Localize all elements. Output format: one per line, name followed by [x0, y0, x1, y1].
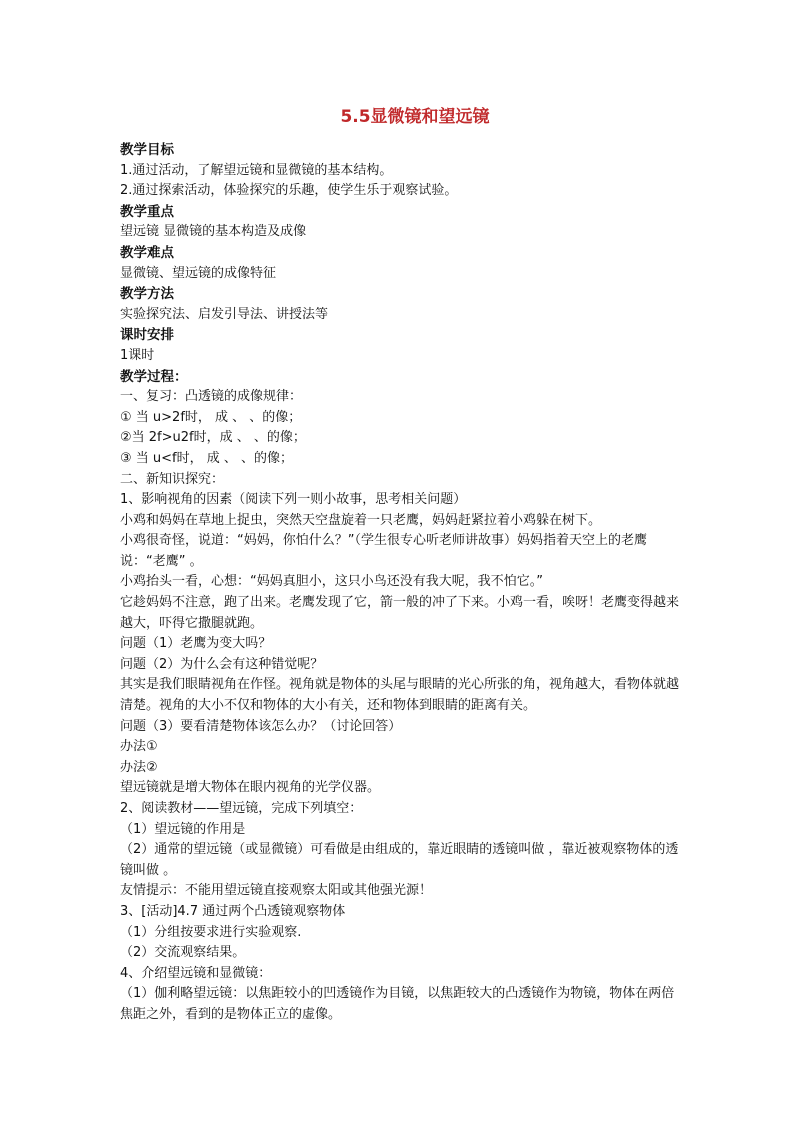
document-body — [120, 140, 680, 1026]
text-line: 小鸡抬头一看，心想：“妈妈真胆小，这只小鸟还没有我大呢，我不怕它。” — [120, 574, 543, 590]
text-line: （1）望远镜的作用是 — [120, 821, 246, 837]
section-heading: 教学方法 — [120, 286, 174, 303]
text-line: 1课时 — [120, 347, 155, 363]
text-line: 实验探究法、启发引导法、讲授法等 — [120, 306, 329, 322]
text-line: 2、阅读教材——望远镜，完成下列填空： — [120, 801, 363, 816]
text-line: 小鸡和妈妈在草地上捉虫，突然天空盘旋着一只老鹰，妈妈赶紧拉着小鸡躲在树下。 — [120, 512, 602, 528]
text-line: ① 当 u>2f时， 成 、 、的像； — [120, 409, 302, 425]
text-line: 问题（3）要看清楚物体该怎么办？（讨论回答） — [120, 718, 402, 734]
text-line: （1）伽利略望远镜：以焦距较小的凹透镜作为目镜，以焦距较大的凸透镜作为物镜，物体在两倍焦距之外，看到的是物体正立的虚像。 — [120, 986, 675, 1022]
section-heading: 教学目标 — [120, 142, 174, 158]
text-line: 1.通过活动，了解望远镜和显微镜的基本结构。 — [120, 162, 393, 178]
text-line: 小鸡很奇怪，说道：“妈妈，你怕什么？”（学生很专心听老师讲故事）妈妈指着天空上的老鹰说：“老鹰” 。 — [120, 533, 647, 569]
text-line: （1）分组按要求进行实验观察. — [120, 924, 302, 940]
text-line: 办法② — [120, 759, 158, 775]
text-line: 显微镜、望远镜的成像特征 — [120, 265, 277, 281]
text-line: 办法① — [120, 739, 158, 755]
text-line: 友情提示：不能用望远镜直接观察太阳或其他强光源！ — [120, 883, 433, 899]
text-line: ②当 2f>u2f时，成 、 、的像； — [120, 430, 306, 446]
section-heading: 教学重点 — [120, 203, 174, 220]
section-heading: 教学难点 — [120, 244, 174, 261]
text-line: 一、复习：凸透镜的成像规律： — [120, 389, 303, 405]
text-line: 2.通过探索活动，体验探究的乐趣，使学生乐于观察试验。 — [120, 183, 458, 199]
document-title: 5.5显微镜和望远镜 — [340, 107, 490, 127]
text-line: 3、[活动]4.7 通过两个凸透镜观察物体 — [120, 903, 346, 919]
text-line: 问题（2）为什么会有这种错觉呢？ — [120, 656, 324, 672]
text-line: 它趁妈妈不注意，跑了出来。老鹰发现了它，箭一般的冲了下来。小鸡一看，唉呀！老鹰变得越来越大，吓得它撒腿就跑。 — [120, 595, 680, 631]
document-page — [120, 104, 680, 1026]
text-line: 望远镜 显微镜的基本构造及成像 — [120, 224, 307, 240]
text-line: 二、新知识探究： — [120, 471, 225, 487]
section-heading: 课时安排 — [120, 327, 174, 344]
text-line: （2）交流观察结果。 — [120, 945, 246, 961]
text-line: 1、影响视角的因素（阅读下列一则小故事，思考相关问题） — [120, 492, 467, 508]
text-line: 问题（1）老鹰为变大吗？ — [120, 636, 272, 652]
text-line: 其实是我们眼睛视角在作怪。视角就是物体的头尾与眼睛的光心所张的角，视角越大，看物体就越清楚。视角的大小不仅和物体的大小有关，还和物体到眼睛的距离有关。 — [120, 677, 680, 714]
text-line: （2）通常的望远镜（或显微镜）可看做是由组成的，靠近眼睛的透镜叫做 ，靠近被观察物体的透镜叫做 。 — [120, 842, 679, 878]
text-line: 4、介绍望远镜和显微镜： — [120, 965, 272, 981]
section-heading: 教学过程： — [120, 368, 188, 385]
text-line: 望远镜就是增大物体在眼内视角的光学仪器。 — [120, 780, 381, 796]
text-line: ③ 当 u<f时， 成 、 、的像； — [120, 450, 294, 466]
